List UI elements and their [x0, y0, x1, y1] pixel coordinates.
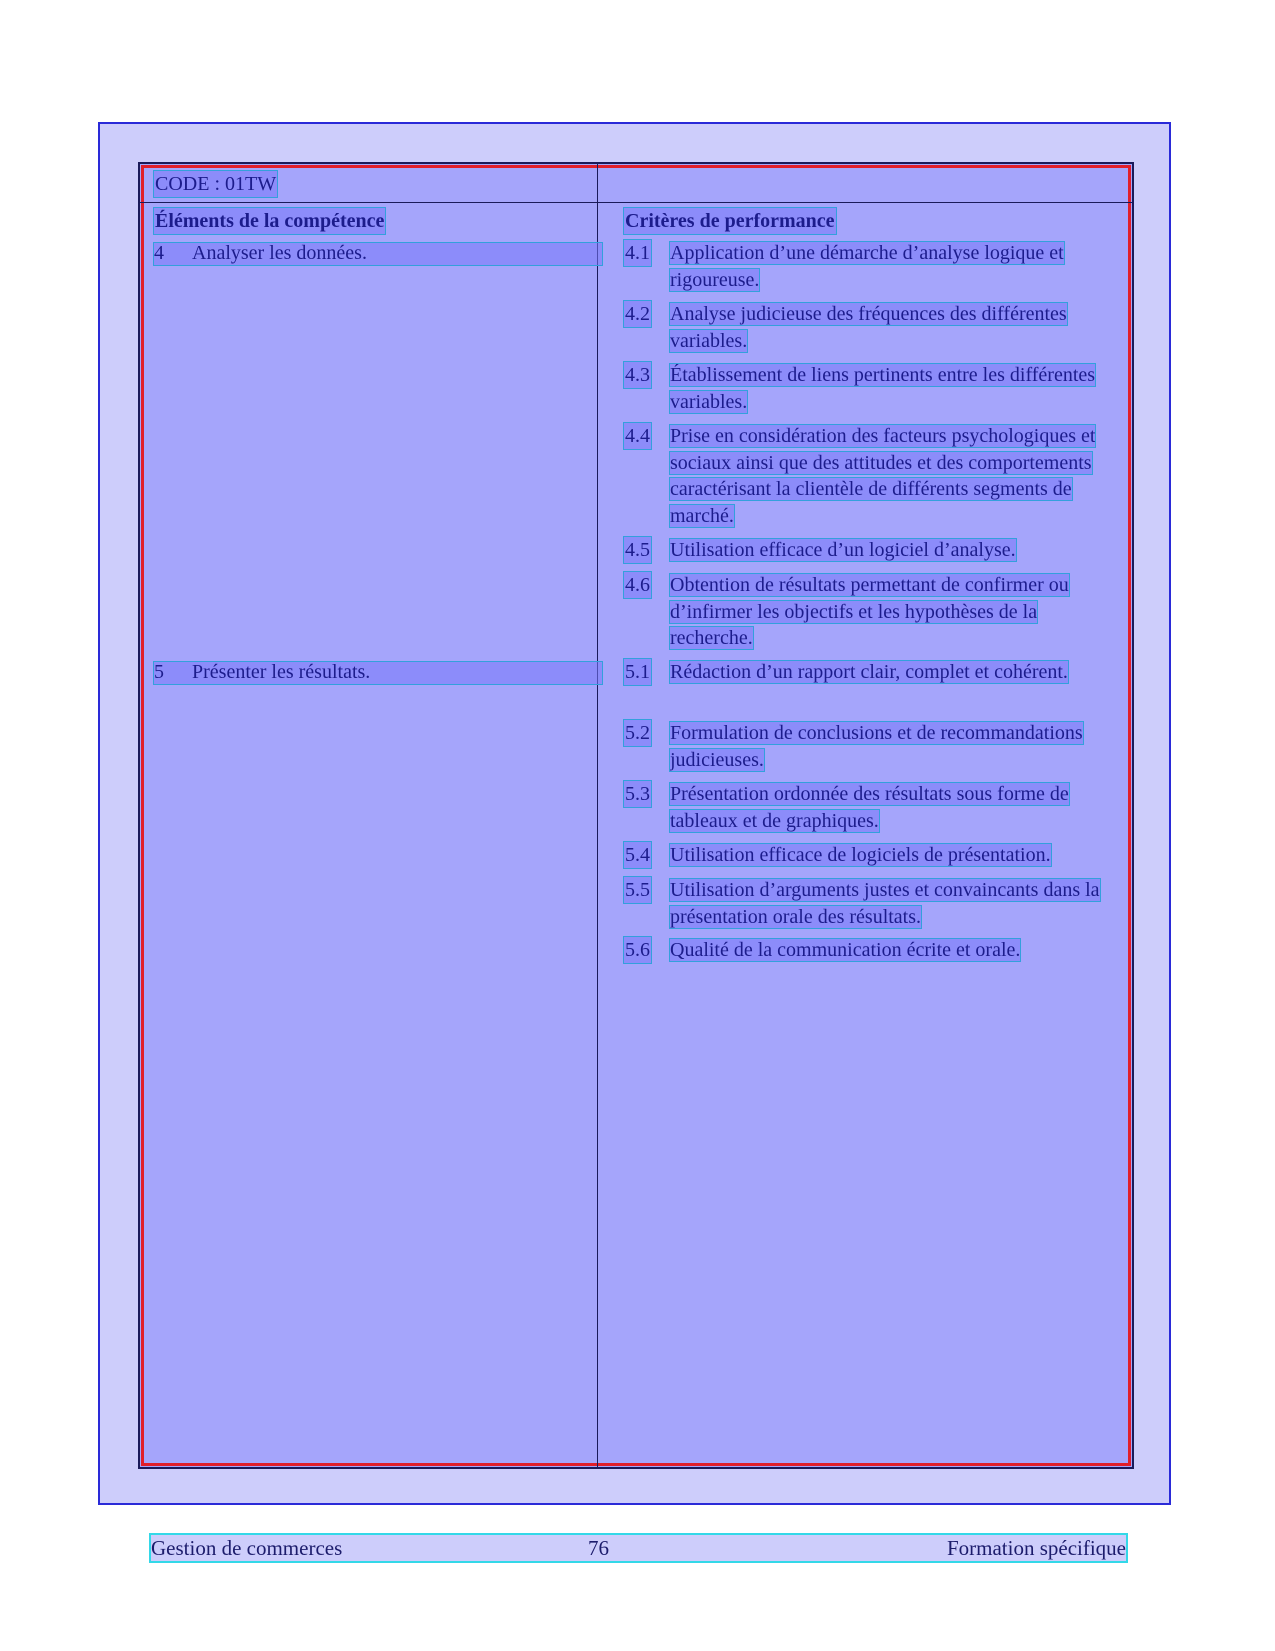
criterion-text: Application d’une démarche d’analyse logique et rigoureuse. — [670, 242, 1064, 291]
criterion-text: Analyse judicieuse des fréquences des différentes variables. — [670, 303, 1067, 352]
header-divider — [140, 202, 1132, 203]
criterion-text: Formulation de conclusions et de recommandations judicieuses. — [670, 722, 1083, 771]
criterion-text: Obtention de résultats permettant de confirmer ou d’infirmer les objectifs et les hypothèses de la recherche. — [670, 574, 1069, 649]
elements-header: Éléments de la compétence — [155, 210, 385, 232]
criterion-number: 5.2 — [625, 722, 650, 744]
criteria-header: Critères de performance — [625, 210, 835, 232]
criterion-number: 4.3 — [625, 364, 650, 386]
criterion-text: Utilisation efficace de logiciels de présentation. — [670, 844, 1051, 866]
criterion-number: 4.6 — [625, 574, 650, 596]
page-number: 76 — [588, 1536, 609, 1560]
element-text: Présenter les résultats. — [192, 661, 371, 683]
criterion-text: Utilisation d’arguments justes et convaincants dans la présentation orale des résultats. — [670, 879, 1100, 928]
criterion-number: 5.4 — [625, 844, 650, 866]
criterion-text: Qualité de la communication écrite et orale. — [670, 939, 1021, 961]
code-label: CODE : 01TW — [155, 173, 277, 195]
criterion-number: 5.1 — [625, 661, 650, 683]
criterion-text: Présentation ordonnée des résultats sous forme de tableaux et de graphiques. — [670, 783, 1069, 832]
criterion-number: 4.2 — [625, 303, 650, 325]
footer-program-name: Gestion de commerces — [151, 1536, 343, 1560]
element-number: 4 — [154, 242, 164, 264]
criterion-number: 5.5 — [625, 879, 650, 901]
criterion-number: 4.5 — [625, 539, 650, 561]
element-text: Analyser les données. — [192, 242, 367, 264]
page-footer — [151, 1535, 1126, 1561]
criterion-text: Utilisation efficace d’un logiciel d’analyse. — [670, 539, 1016, 561]
footer-section-name: Formation spécifique — [946, 1536, 1126, 1560]
criterion-text: Établissement de liens pertinents entre les différentes variables. — [670, 364, 1096, 413]
column-divider — [597, 164, 598, 1467]
criterion-number: 4.1 — [625, 242, 650, 264]
criterion-number: 5.6 — [625, 939, 650, 961]
criterion-number: 5.3 — [625, 783, 650, 805]
criterion-number: 4.4 — [625, 425, 650, 447]
criterion-text: Rédaction d’un rapport clair, complet et cohérent. — [670, 661, 1068, 683]
criterion-text: Prise en considération des facteurs psychologiques et sociaux ainsi que des attitudes et des comportements caractérisant la clientèle de différents segments de marché. — [670, 425, 1096, 527]
element-number: 5 — [154, 661, 164, 683]
